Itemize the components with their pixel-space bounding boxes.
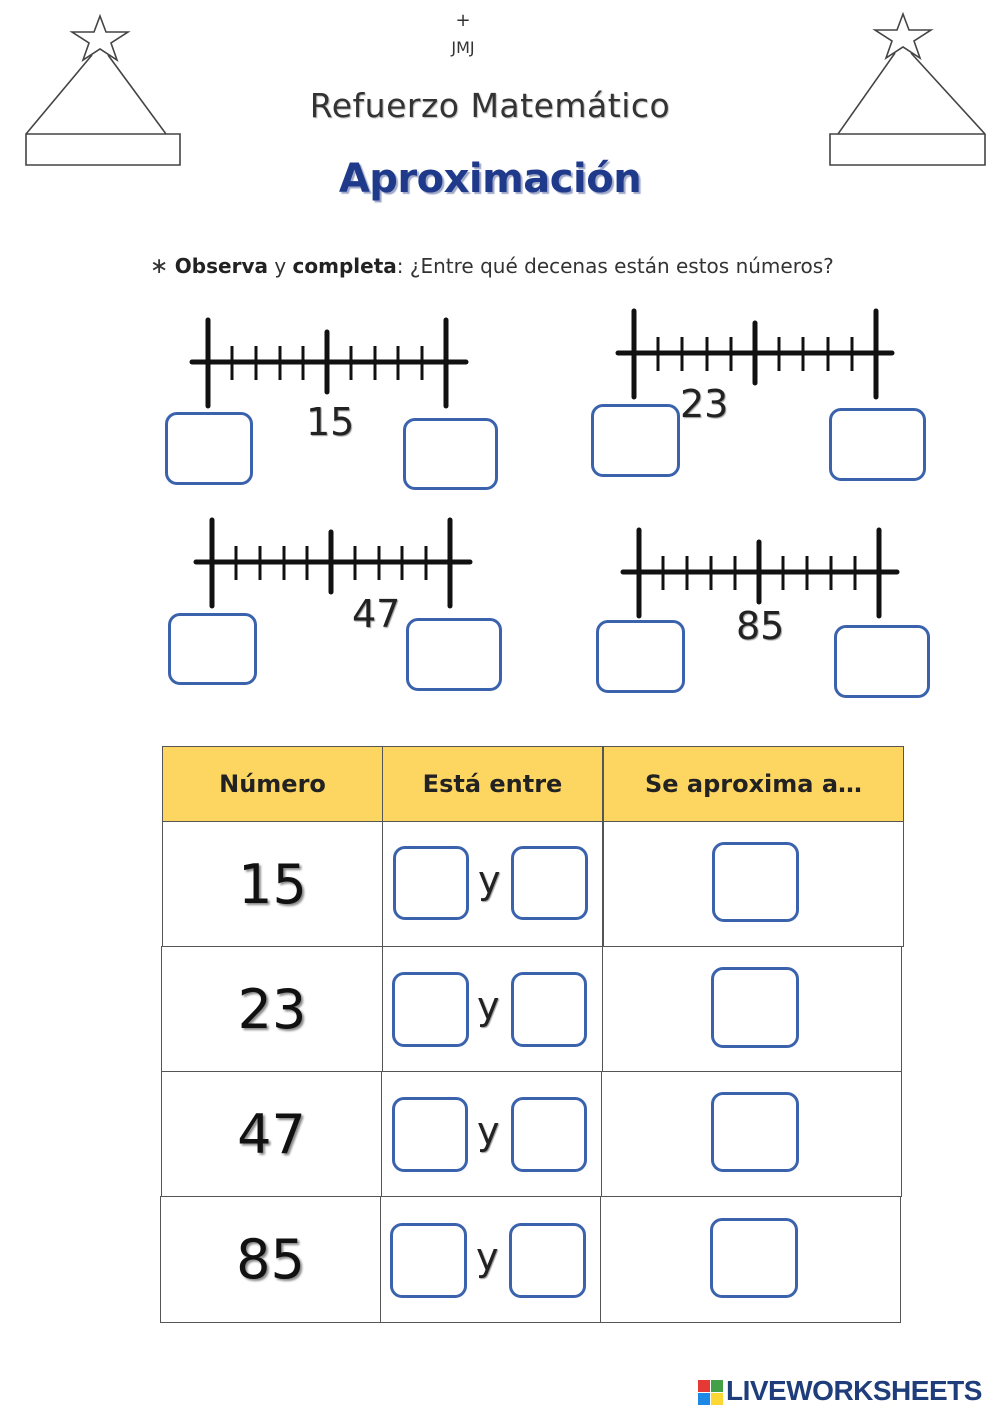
instruction-connector: y (274, 254, 287, 278)
number-line-3 (192, 518, 476, 610)
table-row-4-number: 85 (160, 1196, 381, 1323)
number-line-1-upper-box[interactable] (403, 418, 498, 490)
instruction-observa: Observa (174, 254, 268, 278)
table-row-3-approx-box[interactable] (711, 1092, 799, 1172)
page-title: Refuerzo Matemático (309, 86, 671, 125)
table-row-4-between-cell (380, 1196, 601, 1323)
liveworksheets-logo (698, 1375, 998, 1408)
table-row-3-upper-box[interactable] (511, 1097, 587, 1172)
number-line-1-label: 15 (306, 400, 355, 444)
table-row-2-lower-box[interactable] (392, 972, 469, 1047)
number-line-1-lower-box[interactable] (165, 412, 253, 485)
number-line-2 (614, 309, 898, 401)
table-row-4-upper-box[interactable] (509, 1223, 586, 1298)
table-header-numero: Número (162, 746, 383, 822)
asterisk-icon: ∗ (150, 254, 169, 279)
instruction (150, 254, 950, 279)
jmj-label: JMJ (451, 38, 475, 57)
table-row-2-approx-cell (602, 946, 902, 1072)
table-row-4-connector: y (476, 1235, 499, 1279)
number-line-3-upper-box[interactable] (406, 618, 502, 691)
table-row-2-upper-box[interactable] (511, 972, 587, 1047)
page-subtitle: Aproximación (338, 156, 642, 202)
table-row-2-connector: y (477, 984, 500, 1028)
instruction-question: : ¿Entre qué decenas están estos números? (396, 254, 834, 278)
liveworksheets-logo-icon (698, 1380, 724, 1406)
table-row-1-lower-box[interactable] (393, 846, 469, 920)
table-row-1-approx-cell (603, 821, 904, 947)
table-row-1-approx-box[interactable] (712, 842, 799, 922)
table-row-3-approx-cell (601, 1071, 902, 1197)
left-tree-icon (26, 16, 180, 165)
liveworksheets-logo-text: LIVEWORKSHEETS (726, 1375, 982, 1406)
table-row-3-lower-box[interactable] (392, 1097, 468, 1172)
table-row-1-upper-box[interactable] (511, 846, 588, 920)
table-row-4-approx-box[interactable] (710, 1218, 798, 1298)
table-header-se-aproxima: Se aproxima a… (603, 746, 904, 822)
number-line-1 (188, 318, 472, 410)
table-header-esta-entre: Está entre (382, 746, 603, 822)
table-row-1-between-cell (382, 821, 603, 947)
number-line-4-upper-box[interactable] (834, 625, 930, 698)
number-line-4-label: 85 (736, 604, 785, 648)
table-row-3-between-cell (381, 1071, 602, 1197)
table-row-3-connector: y (477, 1109, 500, 1153)
number-line-2-lower-box[interactable] (591, 404, 680, 477)
number-line-3-label: 47 (352, 592, 401, 636)
number-line-4-lower-box[interactable] (596, 620, 685, 693)
cross-symbol: + (455, 10, 471, 31)
number-line-2-upper-box[interactable] (829, 408, 926, 481)
table-row-4-approx-cell (600, 1196, 901, 1323)
table-row-4-lower-box[interactable] (390, 1223, 467, 1298)
instruction-completa: completa (292, 254, 397, 278)
right-tree-icon (830, 14, 985, 165)
table-row-2-approx-box[interactable] (711, 967, 799, 1048)
number-line-3-lower-box[interactable] (168, 613, 257, 685)
table-row-1-connector: y (478, 858, 501, 902)
table-row-2-number: 23 (161, 946, 383, 1072)
table-row-3-number: 47 (161, 1071, 382, 1197)
table-row-2-between-cell (382, 946, 603, 1072)
number-line-2-label: 23 (680, 382, 729, 426)
table-row-1-number: 15 (162, 821, 383, 947)
